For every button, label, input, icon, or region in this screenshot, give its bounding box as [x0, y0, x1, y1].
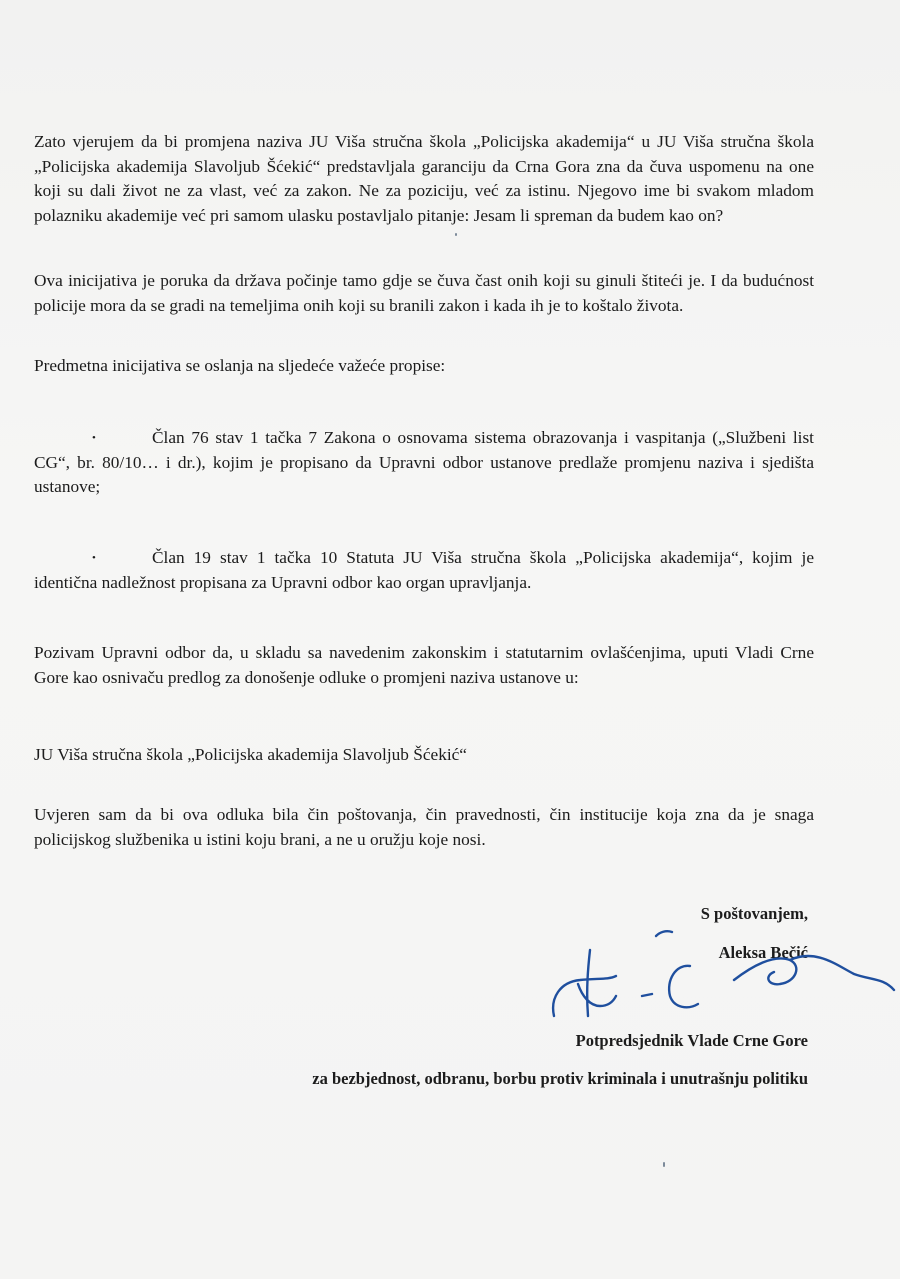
handwritten-signature — [538, 920, 898, 1030]
paragraph-conclusion: Uvjeren sam da bi ova odluka bila čin poštovanja, čin pravednosti, čin institucije koja zna da je snaga policijskog službenika u istini koju brani, a ne u oružju koje nosi. — [34, 805, 814, 849]
signatory-name: Aleksa Bečić — [718, 943, 808, 962]
signatory-title: Potpredsjednik Vlade Crne Gore — [575, 1031, 808, 1050]
signatory-portfolio: za bezbjednost, odbranu, borbu protiv kriminala i unutrašnju politiku — [312, 1069, 808, 1088]
paragraph-name-change-rationale: Zato vjerujem da bi promjena naziva JU Viša stručna škola „Policijska akademija“ u JU Viša stručna škola „Policijska akademija Slavoljub Šćekić“ predstavljala garanciju da Crna Gora zna da čuva uspomenu na one koji su dali život ne za vlast, već za zakon. Ne za poziciju, već za istinu. Njegovo ime bi svakom mladom polazniku akademije već pri samom ulasku postavljalo pitanje: Jesam li spreman da budem kao on? — [34, 132, 814, 225]
paper-speck — [663, 1162, 665, 1167]
paragraph-regulations-intro: Predmetna inicijativa se oslanja na sljedeće važeće propise: — [34, 356, 446, 375]
bullet-text: Član 19 stav 1 tačka 10 Statuta JU Viša stručna škola „Policijska akademija“, kojim je identična nadležnost propisana za Upravni odbor kao organ upravljanja. — [34, 548, 814, 592]
list-item — [34, 426, 814, 500]
paper-speck — [455, 233, 457, 236]
paragraph-proposed-name: JU Viša stručna škola „Policijska akademija Slavoljub Šćekić“ — [34, 745, 467, 764]
paragraph-initiative-message: Ova inicijativa je poruka da država počinje tamo gdje se čuva čast onih koji su ginuli štiteći je. I da budućnost policije mora da se gradi na temeljima onih koji su branili zakon i kada ih je to koštalo života. — [34, 271, 814, 315]
list-item — [34, 546, 814, 595]
bullet-icon: • — [92, 432, 96, 444]
signature-closing: S poštovanjem, — [700, 904, 808, 923]
paragraph-request: Pozivam Upravni odbor da, u skladu sa navedenim zakonskim i statutarnim ovlašćenjima, uputi Vladi Crne Gore kao osnivaču predlog za donošenje odluke o promjeni naziva ustanove u: — [34, 643, 814, 687]
bullet-text: Član 76 stav 1 tačka 7 Zakona o osnovama sistema obrazovanja i vaspitanja („Službeni list CG“, br. 80/10… i dr.), kojim je propisano da Upravni odbor ustanove predlaže promjenu naziva i sjedišta ustanove; — [34, 428, 814, 496]
bullet-icon: • — [92, 552, 96, 564]
